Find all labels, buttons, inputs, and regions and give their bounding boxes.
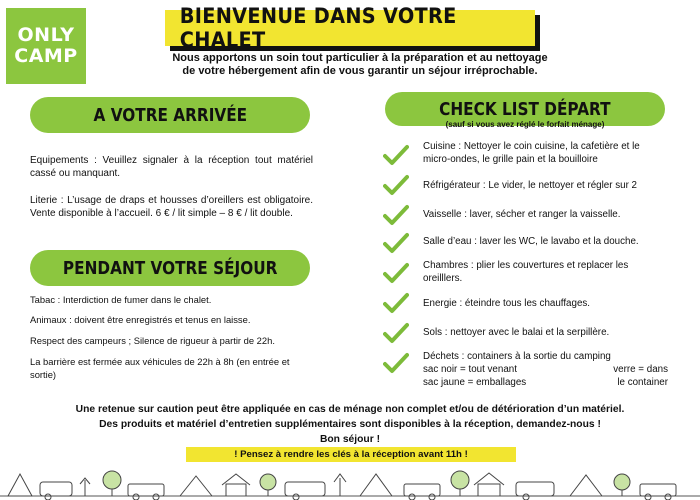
caravan-icon — [285, 482, 325, 496]
stay-item-respect: Respect des campeurs ; Silence de rigueur à partir de 22h. — [30, 335, 275, 346]
checklist-item-chambres: Chambres : plier les couvertures et replacer les oreilllers. — [423, 260, 629, 284]
tent-icon — [8, 474, 32, 496]
only-camp-logo — [6, 8, 86, 84]
dechets-jaune: sac jaune = emballages — [423, 377, 527, 388]
check-icon — [383, 322, 409, 344]
arrival-equipements: Equipements : Veuillez signaler à la réception tout matériel cassé ou manquant. — [30, 155, 313, 179]
check-icon — [383, 174, 409, 196]
footer-text — [20, 402, 680, 447]
van-icon — [640, 484, 676, 496]
check-icon — [383, 262, 409, 284]
dechets-verre: verre = dans — [613, 364, 668, 375]
tree-icon — [334, 474, 346, 496]
check-icon — [383, 232, 409, 254]
intro-line-1: Nous apportons un soin tout particulier à la préparation et au nettoyage — [172, 52, 548, 64]
dechets-row-3 — [423, 376, 668, 389]
dechets-line-1: Déchets : containers à la sortie du camping — [423, 351, 611, 362]
keys-reminder: ! Pensez à rendre les clés à la réception avant 11h ! — [186, 447, 516, 462]
caravan-icon — [516, 482, 554, 496]
tree-icon — [80, 478, 90, 496]
van-icon — [404, 484, 440, 496]
dechets-noir: sac noir = tout venant — [423, 364, 517, 375]
tree-icon — [451, 471, 469, 489]
arrival-literie: Literie : L’usage de draps et housses d’oreillers est obligatoire. Vente disponible à l’accueil. 6 € / lit simple – 8 € / lit double. — [30, 195, 313, 219]
stay-item-barriere: La barrière est fermée aux véhicules de 22h à 8h (en entrée et sortie) — [30, 356, 290, 380]
intro-line-2: de votre hébergement afin de vous garantir un séjour irréprochable. — [182, 65, 538, 77]
checklist-item-refrigerateur: Réfrigérateur : Le vider, le nettoyer et régler sur 2 — [423, 180, 638, 191]
chalet-icon — [226, 484, 246, 496]
tent-icon — [360, 474, 392, 496]
tent-icon — [570, 475, 602, 496]
stay-item-tabac: Tabac : Interdiction de fumer dans le chalet. — [30, 294, 212, 305]
check-icon — [383, 144, 409, 166]
checklist-item-energie: Energie : éteindre tous les chauffages. — [423, 298, 591, 309]
checklist-heading: CHECK LIST DÉPART — [439, 98, 611, 120]
intro-text — [150, 52, 570, 78]
stay-heading-pill — [30, 250, 310, 286]
checklist-item-vaisselle: Vaisselle : laver, sécher et ranger la vaisselle. — [423, 209, 621, 220]
checklist-item-cuisine: Cuisine : Nettoyer le coin cuisine, la cafetière et le micro-ondes, le grille pain et la bouilloire — [423, 141, 640, 165]
checklist-subtitle: (sauf si vous avez réglé le forfait ménage) — [445, 120, 605, 129]
camping-illustration — [0, 460, 700, 500]
page-title-banner — [165, 4, 535, 52]
dechets-container: le container — [617, 377, 668, 388]
tree-icon — [260, 474, 276, 490]
footer-line-3: Bon séjour ! — [319, 434, 381, 445]
checklist-item-salle-deau: Salle d’eau : laver les WC, le lavabo et la douche. — [423, 236, 639, 247]
tent-icon — [180, 476, 212, 496]
arrival-heading-pill — [30, 97, 310, 133]
page-title: BIENVENUE DANS VOTRE CHALET — [179, 4, 457, 52]
checklist-item-dechets — [423, 350, 668, 389]
checklist-item-sols: Sols : nettoyer avec le balai et la serpillère. — [423, 327, 610, 338]
logo-line-2: CAMP — [14, 45, 78, 67]
van-icon — [128, 484, 164, 496]
chalet-icon — [478, 484, 500, 496]
footer-line-1: Une retenue sur caution peut être appliquée en cas de ménage non complet et/ou de détérioration d’un matériel. — [75, 404, 625, 415]
stay-heading: PENDANT VOTRE SÉJOUR — [62, 257, 278, 279]
stay-item-animaux: Animaux : doivent être enregistrés et tenus en laisse. — [30, 314, 251, 325]
tree-icon — [103, 471, 121, 489]
tree-icon — [614, 474, 630, 490]
footer-line-2: Des produits et matériel d’entretien supplémentaires sont disponibles à la réception, demandez-nous ! — [99, 419, 601, 430]
logo-line-1: ONLY — [17, 24, 75, 46]
arrival-heading: A VOTRE ARRIVÉE — [93, 104, 247, 126]
check-icon — [383, 352, 409, 374]
caravan-icon — [40, 482, 72, 496]
check-icon — [383, 292, 409, 314]
check-icon — [383, 204, 409, 226]
dechets-row-2 — [423, 363, 668, 376]
